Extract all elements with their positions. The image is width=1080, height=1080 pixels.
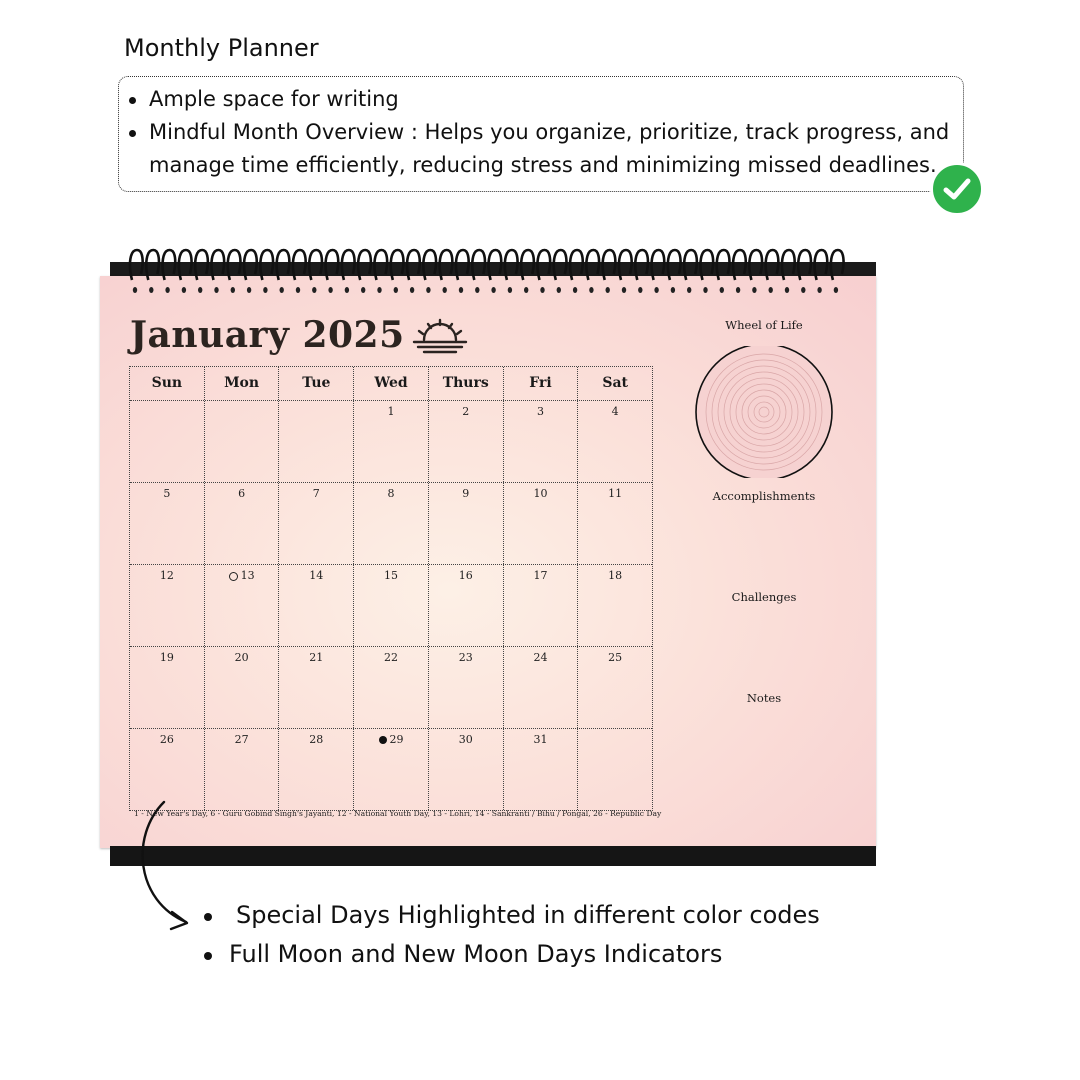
weekday-sun: Sun — [130, 367, 205, 400]
binding-ring — [228, 250, 241, 293]
calendar-day-cell — [279, 647, 354, 728]
calendar-stand-base — [110, 846, 876, 866]
challenges-label: Challenges — [731, 590, 797, 604]
binding-ring — [717, 250, 730, 293]
day-number: 10 — [533, 487, 548, 500]
day-number: 20 — [234, 651, 249, 664]
day-number: 26 — [159, 733, 174, 746]
binding-ring — [146, 250, 159, 293]
binding-ring — [733, 250, 746, 293]
accomplishments-label: Accomplishments — [712, 489, 816, 503]
day-number: 8 — [387, 487, 395, 500]
binding-ring — [619, 250, 632, 293]
binding-ring — [211, 250, 224, 293]
bottom-point-special-days: Special Days Highlighted in different color codes — [236, 901, 820, 929]
holiday-legend: 1 - New Year's Day, 6 - Guru Gobind Singh's Jayanti, 12 - National Youth Day, 13 - Lohri, 14 - Sankranti / Bihu / Pongal, 26 - Republic Day — [134, 809, 662, 818]
binding-ring — [130, 250, 143, 293]
calendar-day-cell — [354, 401, 429, 482]
calendar-day-cell — [279, 729, 354, 810]
bullet-icon — [204, 952, 212, 960]
calendar-day-cell — [130, 483, 205, 564]
day-number: 9 — [462, 487, 470, 500]
binding-ring — [195, 250, 208, 293]
calendar-day-cell — [578, 401, 652, 482]
calendar-day-cell — [205, 483, 280, 564]
calendar-day-cell — [504, 729, 579, 810]
calendar-day-cell — [354, 647, 429, 728]
binding-ring — [635, 250, 648, 293]
day-number: 6 — [238, 487, 246, 500]
calendar-day-cell — [354, 729, 429, 810]
binding-ring — [423, 250, 436, 293]
binding-ring — [684, 250, 697, 293]
binding-ring — [309, 250, 322, 293]
check-icon — [930, 162, 984, 216]
weekday-fri: Fri — [504, 367, 579, 400]
day-number: 18 — [608, 569, 623, 582]
binding-ring — [342, 250, 355, 293]
day-number: 22 — [384, 651, 399, 664]
binding-ring — [440, 250, 453, 293]
day-number: 27 — [234, 733, 249, 746]
day-number: 31 — [533, 733, 548, 746]
day-number: 13 — [205, 569, 279, 582]
binding-ring — [570, 250, 583, 293]
weekday-wed: Wed — [354, 367, 429, 400]
binding-ring — [505, 250, 518, 293]
day-number: 17 — [533, 569, 548, 582]
binding-ring — [815, 250, 828, 293]
calendar-day-cell — [130, 401, 205, 482]
calendar-week-row — [130, 646, 652, 728]
calendar-day-cell — [429, 565, 504, 646]
day-number: 7 — [312, 487, 320, 500]
day-number: 21 — [309, 651, 324, 664]
calendar-day-cell — [504, 483, 579, 564]
binding-ring — [489, 250, 502, 293]
day-number: 3 — [536, 405, 544, 418]
sunrise-icon — [410, 318, 470, 356]
binding-ring — [374, 250, 387, 293]
day-number: 2 — [462, 405, 470, 418]
calendar-day-cell — [578, 483, 652, 564]
calendar-day-cell — [429, 401, 504, 482]
calendar-day-cell — [578, 729, 652, 810]
calendar-week-row — [130, 482, 652, 564]
binding-ring — [554, 250, 567, 293]
day-number: 1 — [387, 405, 395, 418]
day-number: 4 — [611, 405, 619, 418]
calendar-day-cell — [279, 483, 354, 564]
day-number: 30 — [458, 733, 473, 746]
binding-ring — [277, 250, 290, 293]
day-number: 14 — [309, 569, 324, 582]
binding-ring — [244, 250, 257, 293]
wheel-of-life-chart — [694, 346, 834, 478]
binding-ring — [391, 250, 404, 293]
binding-ring — [668, 250, 681, 293]
weekday-sat: Sat — [602, 375, 628, 391]
day-number: 29 — [354, 733, 428, 746]
bottom-point-moon-days: Full Moon and New Moon Days Indicators — [229, 940, 723, 968]
binding-ring — [472, 250, 485, 293]
binding-ring — [179, 250, 192, 293]
day-number: 15 — [384, 569, 399, 582]
calendar-day-cell — [504, 401, 579, 482]
calendar-grid — [129, 366, 653, 811]
calendar-day-cell — [429, 483, 504, 564]
day-number: 12 — [159, 569, 174, 582]
binding-ring — [358, 250, 371, 293]
weekday-thurs: Thurs — [429, 367, 504, 400]
binding-ring — [700, 250, 713, 293]
curved-arrow-icon — [130, 796, 200, 936]
day-number: 23 — [458, 651, 473, 664]
day-number: 28 — [309, 733, 324, 746]
calendar-day-cell — [578, 565, 652, 646]
bullet-icon — [204, 913, 212, 921]
calendar-day-cell — [578, 647, 652, 728]
notes-label: Notes — [746, 691, 782, 705]
binding-ring — [782, 250, 795, 293]
binding-ring — [326, 250, 339, 293]
weekday-mon: Mon — [205, 367, 280, 400]
calendar-week-row — [130, 728, 652, 810]
weekday-header — [130, 367, 652, 400]
weekday-tue: Tue — [279, 367, 354, 400]
day-number: 11 — [608, 487, 623, 500]
calendar-day-cell — [504, 565, 579, 646]
calendar-title: January 2025 — [130, 314, 405, 356]
calendar-day-cell — [130, 565, 205, 646]
calendar-day-cell — [205, 729, 280, 810]
binding-ring — [652, 250, 665, 293]
calendar-day-cell — [205, 565, 280, 646]
binding-ring — [407, 250, 420, 293]
feature-item: Ample space for writing — [149, 83, 963, 116]
binding-ring — [260, 250, 273, 293]
day-number: 16 — [458, 569, 473, 582]
binding-ring — [293, 250, 306, 293]
binding-ring — [456, 250, 469, 293]
binding-ring — [521, 250, 534, 293]
feature-box — [118, 76, 964, 192]
calendar-day-cell — [354, 565, 429, 646]
calendar-week-row — [130, 564, 652, 646]
spiral-binding — [128, 244, 848, 298]
binding-ring — [798, 250, 811, 293]
binding-ring — [586, 250, 599, 293]
binding-ring — [831, 250, 844, 293]
feature-item-continuation: manage time efficiently, reducing stress and minimizing missed deadlines. — [149, 153, 937, 177]
day-number: 25 — [608, 651, 623, 664]
binding-ring — [749, 250, 762, 293]
calendar-day-cell — [205, 401, 280, 482]
full-moon-icon — [229, 572, 238, 581]
calendar-day-cell — [354, 483, 429, 564]
calendar-day-cell — [279, 565, 354, 646]
calendar-day-cell — [429, 647, 504, 728]
calendar-day-cell — [429, 729, 504, 810]
day-number: 5 — [163, 487, 171, 500]
binding-ring — [766, 250, 779, 293]
calendar-week-row — [130, 400, 652, 482]
binding-ring — [537, 250, 550, 293]
new-moon-icon — [379, 736, 387, 744]
calendar-day-cell — [205, 647, 280, 728]
feature-item: Mindful Month Overview : Helps you organize, prioritize, track progress, and — [149, 116, 963, 149]
binding-ring — [603, 250, 616, 293]
page-heading: Monthly Planner — [124, 34, 319, 62]
day-number: 19 — [159, 651, 174, 664]
calendar-day-cell — [279, 401, 354, 482]
calendar-day-cell — [504, 647, 579, 728]
binding-ring — [163, 250, 176, 293]
calendar-day-cell — [130, 647, 205, 728]
wheel-of-life-label: Wheel of Life — [725, 318, 803, 332]
day-number: 24 — [533, 651, 548, 664]
